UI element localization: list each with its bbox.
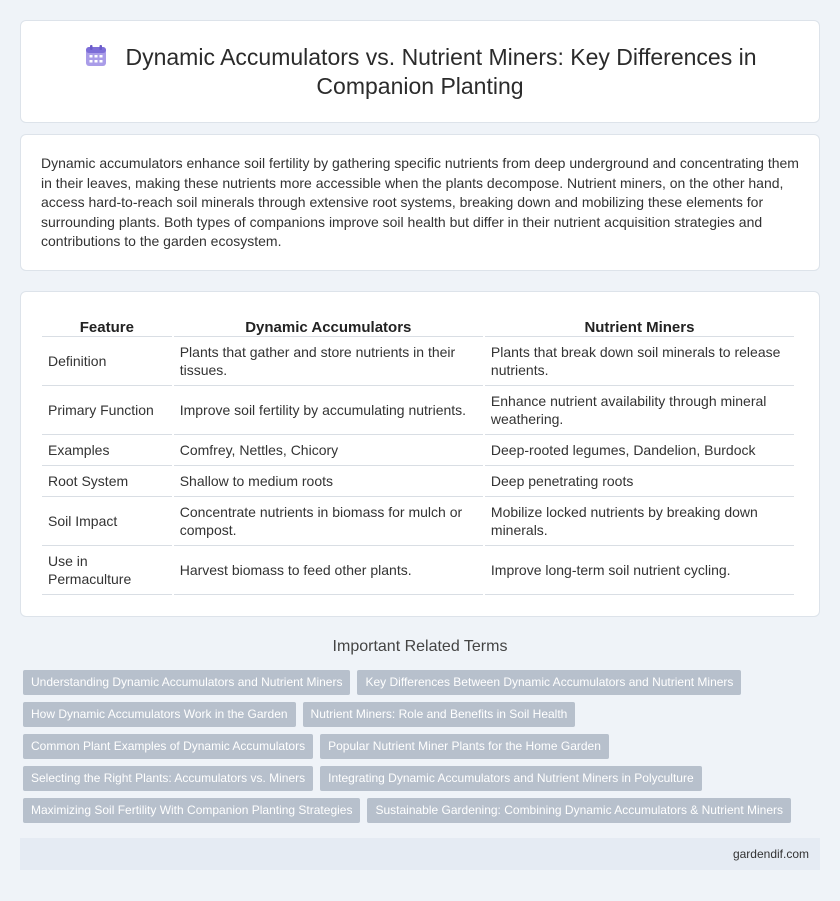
header-card bbox=[20, 20, 820, 123]
table-row bbox=[42, 386, 794, 435]
table-cell: Definition bbox=[42, 337, 172, 386]
table-cell: Primary Function bbox=[42, 386, 172, 435]
table-cell: Examples bbox=[42, 435, 172, 466]
table-cell: Improve soil fertility by accumulating nutrients. bbox=[174, 386, 483, 435]
related-term-tag[interactable]: Selecting the Right Plants: Accumulators vs. Miners bbox=[23, 766, 313, 791]
page-title bbox=[61, 43, 779, 101]
table-cell: Shallow to medium roots bbox=[174, 466, 483, 497]
table-cell: Comfrey, Nettles, Chicory bbox=[174, 435, 483, 466]
comparison-table-card bbox=[20, 291, 820, 617]
table-cell: Improve long-term soil nutrient cycling. bbox=[485, 546, 794, 595]
table-cell: Concentrate nutrients in biomass for mulch or compost. bbox=[174, 497, 483, 546]
related-term-tag[interactable]: Integrating Dynamic Accumulators and Nutrient Miners in Polyculture bbox=[320, 766, 702, 791]
related-term-tag[interactable]: Nutrient Miners: Role and Benefits in Soil Health bbox=[303, 702, 576, 727]
related-term-tag[interactable]: Sustainable Gardening: Combining Dynamic Accumulators & Nutrient Miners bbox=[367, 798, 791, 823]
related-term-tag[interactable]: Common Plant Examples of Dynamic Accumulators bbox=[23, 734, 313, 759]
related-term-tag[interactable]: How Dynamic Accumulators Work in the Garden bbox=[23, 702, 296, 727]
table-row bbox=[42, 466, 794, 497]
related-term-tag[interactable]: Maximizing Soil Fertility With Companion Planting Strategies bbox=[23, 798, 360, 823]
table-header-row bbox=[42, 312, 794, 337]
table-cell: Enhance nutrient availability through mineral weathering. bbox=[485, 386, 794, 435]
table-row bbox=[42, 435, 794, 466]
intro-card bbox=[20, 134, 820, 271]
table-cell: Root System bbox=[42, 466, 172, 497]
table-cell: Plants that break down soil minerals to release nutrients. bbox=[485, 337, 794, 386]
related-term-tag[interactable]: Popular Nutrient Miner Plants for the Home Garden bbox=[320, 734, 609, 759]
site-name[interactable]: gardendif.com bbox=[732, 847, 809, 861]
table-cell: Mobilize locked nutrients by breaking down minerals. bbox=[485, 497, 794, 546]
calendar-icon bbox=[83, 43, 109, 69]
table-cell: Harvest biomass to feed other plants. bbox=[174, 546, 483, 595]
intro-paragraph: Dynamic accumulators enhance soil fertility by gathering specific nutrients from deep underground and concentrating them in their leaves, making these nutrients more accessible when the plants decompose. Nutrient miners, on the other hand, access hard-to-reach soil minerals through extensive root systems, breaking down and mobilizing these elements for surrounding plants. Both types of companions improve soil health but differ in their nutrient acquisition strategies and contributions to the garden ecosystem. bbox=[41, 155, 799, 249]
table-row bbox=[42, 497, 794, 546]
table-cell: Deep-rooted legumes, Dandelion, Burdock bbox=[485, 435, 794, 466]
related-terms-title: Important Related Terms bbox=[332, 638, 508, 655]
table-row bbox=[42, 337, 794, 386]
column-header-nutrient-miners: Nutrient Miners bbox=[485, 312, 794, 337]
column-header-dynamic-accumulators: Dynamic Accumulators bbox=[174, 312, 483, 337]
footer bbox=[20, 838, 820, 870]
table-row bbox=[42, 546, 794, 595]
column-header-feature: Feature bbox=[42, 312, 172, 337]
table-cell: Deep penetrating roots bbox=[485, 466, 794, 497]
comparison-table bbox=[40, 312, 796, 595]
related-term-tag[interactable]: Key Differences Between Dynamic Accumulators and Nutrient Miners bbox=[357, 670, 741, 695]
table-cell: Soil Impact bbox=[42, 497, 172, 546]
table-cell: Plants that gather and store nutrients in their tissues. bbox=[174, 337, 483, 386]
page-title-text: Dynamic Accumulators vs. Nutrient Miners: Key Differences in Companion Planting bbox=[125, 43, 757, 99]
related-term-tag[interactable]: Understanding Dynamic Accumulators and Nutrient Miners bbox=[23, 670, 350, 695]
related-terms-tags bbox=[23, 670, 813, 830]
table-cell: Use in Permaculture bbox=[42, 546, 172, 595]
